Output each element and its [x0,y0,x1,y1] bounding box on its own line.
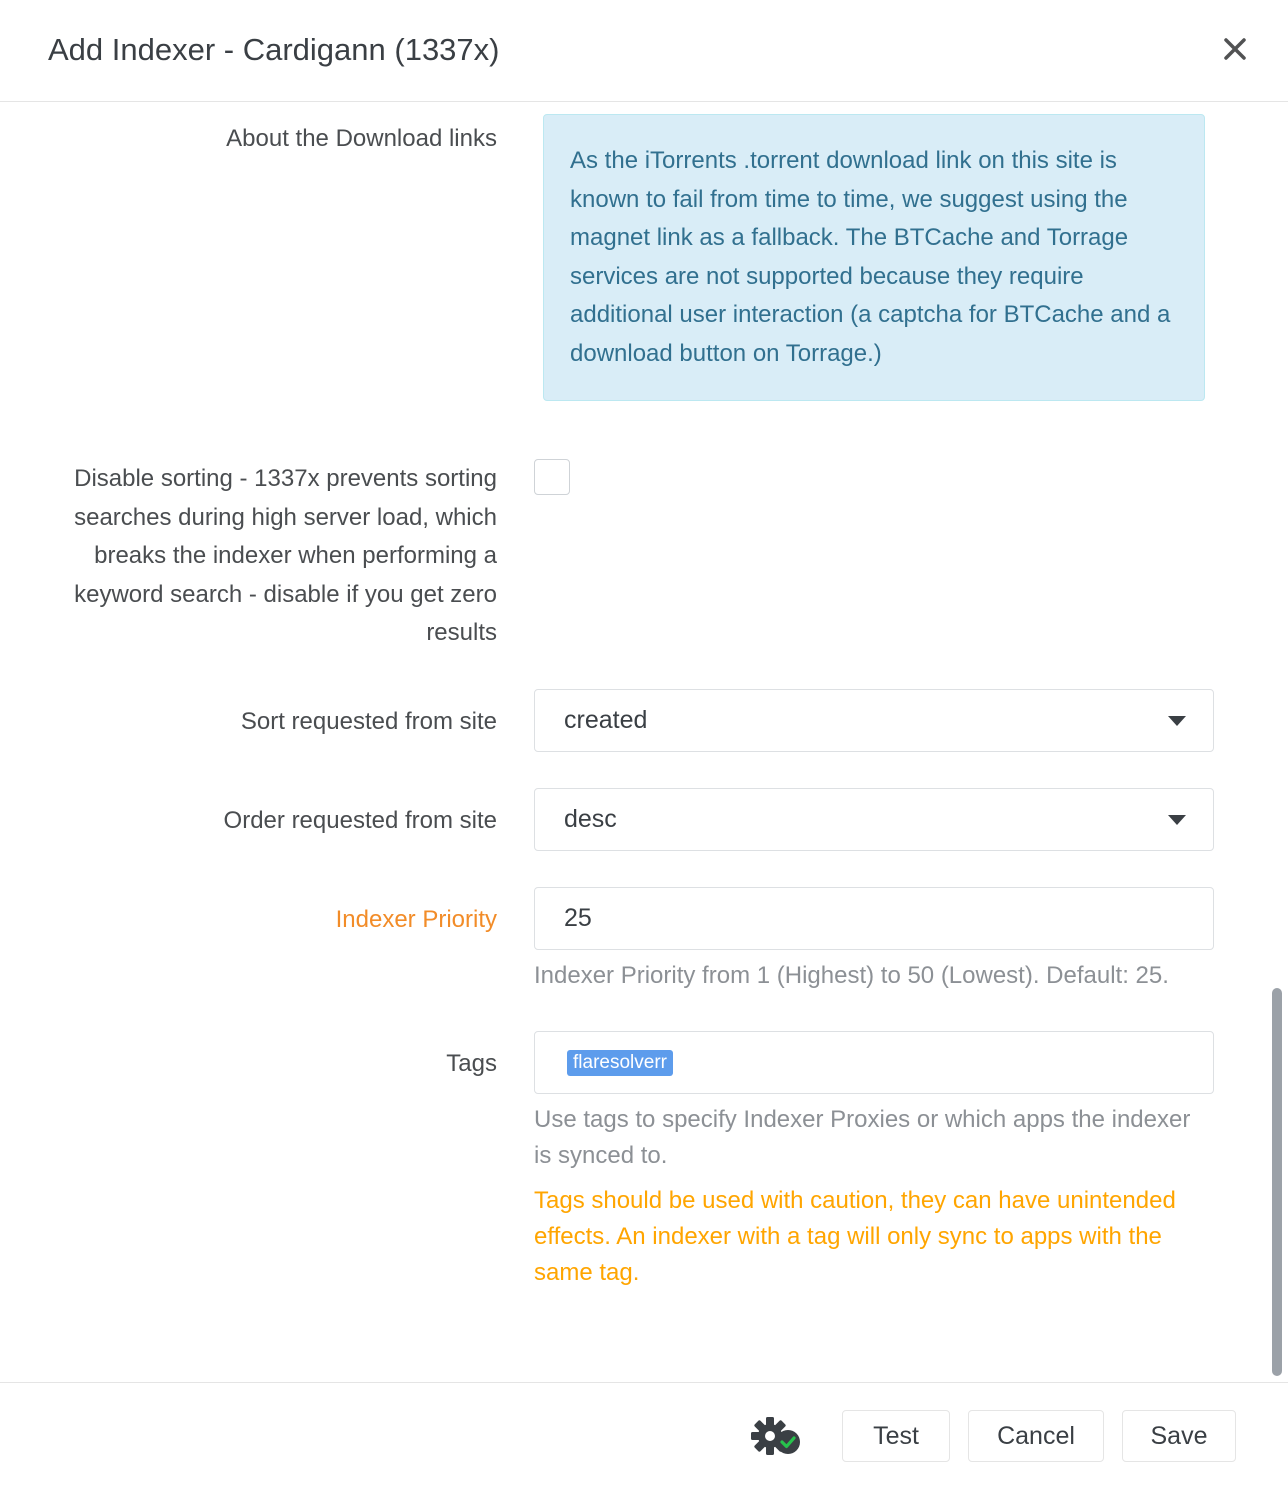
test-button[interactable]: Test [842,1410,950,1462]
chevron-down-icon [1168,716,1186,726]
priority-input[interactable] [534,887,1214,950]
priority-input-value: 25 [564,904,592,932]
sort-select[interactable] [534,689,1214,752]
save-button[interactable]: Save [1122,1410,1236,1462]
order-select[interactable] [534,788,1214,851]
sort-label: Sort requested from site [240,708,497,735]
tags-label: Tags [446,1050,497,1077]
advanced-settings-icon[interactable] [750,1414,806,1460]
disable-sorting-checkbox[interactable] [534,459,570,495]
tags-help-text: Use tags to specify Indexer Proxies or which apps the indexer is synced to. [534,1106,1191,1169]
download-links-info-alert: As the iTorrents .torrent download link on this site is known to fail from time to time, we suggest using the magnet link as a fallback. The BTCache and Torrage services are not supported because they require additional user interaction (a captcha for BTCache and a download button on Torrage.) [543,114,1205,401]
modal-header [0,0,1288,102]
tag-chip[interactable]: flaresolverr [567,1050,673,1076]
close-icon[interactable] [1214,28,1256,70]
scrollbar[interactable] [1272,988,1282,1376]
chevron-down-icon [1168,815,1186,825]
cancel-button[interactable]: Cancel [968,1410,1104,1462]
priority-label: Indexer Priority [335,906,497,933]
sort-select-value: created [564,706,648,734]
modal-title: Add Indexer - Cardigann (1337x) [48,32,500,67]
disable-sorting-label: Disable sorting - 1337x prevents sorting searches during high server load, which breaks the indexer when performing a keyword search - disable if you get zero results [74,465,497,646]
tags-warning-text: Tags should be used with caution, they can have unintended effects. An indexer with a tag will only sync to apps with the same tag. [534,1187,1176,1286]
download-links-label: About the Download links [226,125,497,152]
order-select-value: desc [564,805,617,833]
order-label: Order requested from site [223,807,497,834]
priority-help-text: Indexer Priority from 1 (Highest) to 50 (Lowest). Default: 25. [534,962,1169,989]
